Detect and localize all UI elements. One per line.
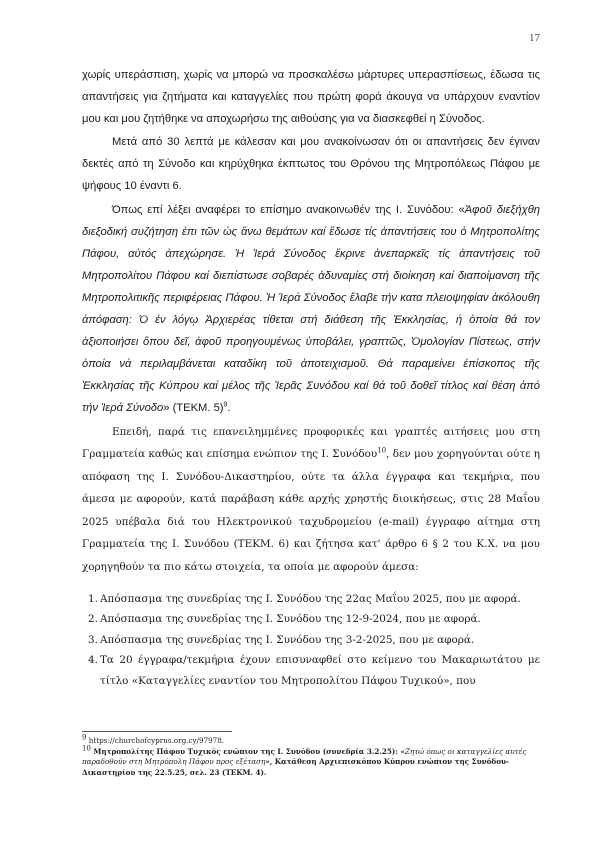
request-intro-a: Επειδή, παρά τις επανειλημμένες προφορικές και γραπτές αιτήσεις μου στη Γραμματεία καθώς και επίσημα ενώπιον της Ι. Συνόδου xyxy=(82,425,540,461)
footnote-10 xyxy=(82,744,540,779)
footnote-10-quote: Ζητώ όπως οι καταγγελίες αυτές παραδοθούν στη Μητρόπολη Πάφου προς εξέταση xyxy=(82,746,527,767)
requested-items-list xyxy=(82,589,540,692)
list-item xyxy=(82,630,540,651)
paragraph-defense: χωρίς υπεράσπιση, χωρίς να μπορώ να προσκαλέσω μάρτυρες υπερασπίσεως, έδωσα τις απαντήσεις για ζητήματα και καταγγελίες που πρώτη φορά άκουγα να υπάρχουν εναντίον μου και μου ζητήθηκε να αποχωρήσω της αιθούσης για να διασκεφθεί η Σύνοδος. xyxy=(82,69,540,126)
footnote-divider xyxy=(82,731,232,732)
list-item xyxy=(82,650,540,691)
paragraph-verdict: Μετά από 30 λεπτά με κάλεσαν και μου ανακοίνωσαν ότι οι απαντήσεις δεν έγιναν δεκτές από τη Σύνοδο και κηρύχθηκα έκπτωτος του Θρόνου της Μητροπόλεως Πάφου με ψήφους 10 έναντι 6. xyxy=(82,136,540,193)
list-item-number: 1. xyxy=(88,592,98,605)
page-body xyxy=(82,64,540,692)
list-item-text: Απόσπασμα της συνεδρίας της Ι. Συνόδου της 12-9-2024, που με αφορά. xyxy=(100,613,481,626)
page-number: 17 xyxy=(529,32,540,44)
announcement-quote: Ἀφοῦ διεξήχθη διεξοδική συζήτηση ἐπι τῶν ὡς ἄνω θεμάτων καί ἔδωσε τίς ἀπαντήσεις του ὁ Μητροπολίτης Πάφου, αὐτός ἀπεχώρησε. Ἡ Ἱερά Σύνοδος ἔκρινε ἀνεπαρκεῖς τίς ἀπαντήσεις τοῦ Μητροπολίτου Πάφου καί διεπίστωσε σοβαρές ἀδυναμίες στή διοίκηση καί διαποίμανση τῆς Μητροπολιτικῆς περιφέρειας Πάφου. Ἡ Ἱερά Σύνοδος ἔλαβε τήν κατα πλειοψηφίαν ἀκόλουθη ἀπόφαση: Ὁ ἐν λόγῳ Ἀρχιερέας τίθεται στή διάθεση τῆς Ἐκκλησίας, ἡ ὁποία θά τον ἀξιοποιήσει ὅπου δεῖ, ἀφοῦ προηγουμένως ὑποβάλει, γραπτῶς, Ὁμολογίαν Πίστεως, στήν ὁποία νά περιλαμβάνεται καταδίκη τοῦ ἀποτειχισμοῦ. Θά παραμείνει ἐπίσκοπος τῆς Ἐκκλησίας τῆς Κύπρου καί μέλος τῆς Ἱερᾶς Συνόδου καί θά τοῦ δοθεῖ τίτλος καί θέση ἀπό τήν Ἱερά Σύνοδο xyxy=(82,203,540,415)
request-intro-b: , δεν μου χορηγούνται ούτε η απόφαση της Ι. Συνόδου-Δικαστηρίου, ούτε τα άλλα έγγραφα και τεκμήρια, που άμεσα με αφορούν, κατά παράβαση κάθε αρχής χρηστής διοικήσεως, στις 28 Μαΐου 2025 υπέβαλα διά του Ηλεκτρονικού ταχυδρομείου (e-mail) έγγραφο αίτημα στη Γραμματεία της Ι. Συνόδου (ΤΕΚΜ. 6) και ζήτησα κατ' άρθρο 6 § 2 του Κ.Χ. να μου χορηγηθούν τα πιο κάτω στοιχεία, τα οποία με αφορούν άμεσα: xyxy=(82,448,540,574)
list-item xyxy=(82,609,540,630)
list-item-text: Τα 20 έγγραφα/τεκμήρια έχουν επισυναφθεί στο κείμενο του Μακαριωτάτου με τίτλο «Καταγγελίες εναντίον του Μητροπολίτου Πάφου Τυχικού», που xyxy=(100,654,540,688)
footnote-ref-9: 9 xyxy=(223,401,228,409)
announcement-intro: Όπως επί λέξει αναφέρει το επίσημο ανακοινωθέν της Ι. Συνόδου: « xyxy=(112,203,465,216)
footnotes xyxy=(82,731,540,778)
footnote-9-number: 9 xyxy=(82,733,87,742)
list-item xyxy=(82,589,540,610)
footnote-10-lead: Μητροπολίτης Πάφου Τυχικός ενώπιον της Ι. Συνόδου (συνεδρία 3.2.25): « xyxy=(90,746,405,756)
paragraph-official-announcement xyxy=(82,199,540,420)
list-item-number: 2. xyxy=(88,613,98,626)
list-item-number: 3. xyxy=(88,633,98,646)
footnote-ref-10: 10 xyxy=(377,446,387,455)
paragraph-request-documents xyxy=(82,421,540,579)
footnote-10-number: 10 xyxy=(82,744,91,753)
footnote-9-link[interactable]: https://churchofcyprus.org.cy/97978. xyxy=(86,736,225,745)
announcement-outro: » (ΤΕΚΜ. 5) xyxy=(163,402,224,415)
list-item-number: 4. xyxy=(88,654,98,667)
footnote-9 xyxy=(82,733,540,747)
list-item-text: Απόσπασμα της συνεδρίας της Ι. Συνόδου της 22ας Μαΐου 2025, που με αφορά. xyxy=(100,592,521,605)
footnote-10-source: », Κατάθεση Αρχιεπισκόπου Κύπρου ενώπιον της Συνόδου-Δικαστηρίου της 22.5.25, σελ. 23 (ΤΕΚΜ. 4). xyxy=(82,757,509,777)
list-item-text: Απόσπασμα της συνεδρίας της Ι. Συνόδου της 3-2-2025, που με αφορά. xyxy=(100,633,475,646)
announcement-end: . xyxy=(227,402,231,415)
